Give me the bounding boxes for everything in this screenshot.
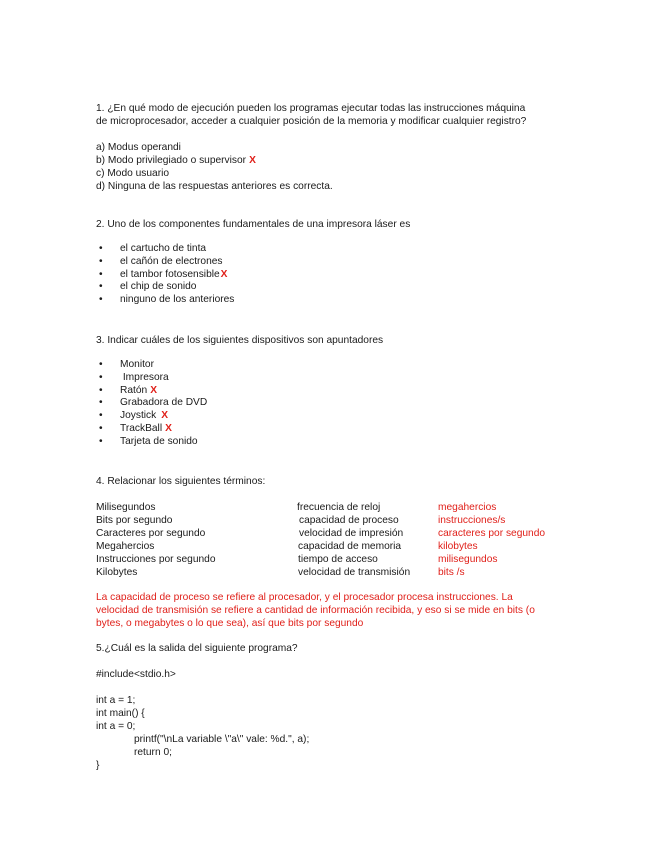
answer-mark: X xyxy=(150,384,157,396)
q5-text: 5.¿Cuál es la salida del siguiente programa? xyxy=(96,643,298,654)
q4-note-line2: velocidad de transmisión se refiere a cantidad de información recibida, y eso si se mide en bits (o xyxy=(96,605,535,616)
q4-col1-item: Bits por segundo xyxy=(96,515,173,526)
q1-option-d: d) Ninguna de las respuestas anteriores es correcta. xyxy=(96,181,333,192)
q3-list xyxy=(96,359,207,449)
list-item: • Monitor xyxy=(99,359,154,370)
bullet: • xyxy=(99,268,103,280)
list-item: • el chip de sonido xyxy=(99,281,197,293)
q1-option-b: b) Modo privilegiado o supervisor X xyxy=(96,155,256,166)
list-item: • Tarjeta de sonido xyxy=(99,435,198,447)
q4-col2-item: velocidad de transmisión xyxy=(298,567,411,578)
q4-col1-item: Caracteres por segundo xyxy=(96,528,206,539)
q4-answer: kilobytes xyxy=(438,541,478,552)
code-line: printf("\nLa variable \"a\" vale: %d.", a); xyxy=(134,734,310,745)
code-line: int main() { xyxy=(96,708,145,719)
bullet: • xyxy=(99,255,103,267)
code-line: int a = 0; xyxy=(96,721,136,732)
q4-col1-item: Megahercios xyxy=(96,541,155,552)
q4-answer: instrucciones/s xyxy=(438,515,506,526)
answer-mark: X xyxy=(220,268,228,280)
q1-option-c: c) Modo usuario xyxy=(96,168,170,179)
list-item: • TrackBall X xyxy=(99,422,172,434)
q4-answer: milisegundos xyxy=(438,554,498,565)
q4-answer: bits /s xyxy=(438,567,465,578)
list-item: • Ratón X xyxy=(99,384,157,396)
q1-text-line2: de microprocesador, acceder a cualquier posición de la memoria y modificar cualquier registro? xyxy=(96,116,527,127)
q4-col1-item: Instrucciones por segundo xyxy=(96,554,216,565)
bullet: • xyxy=(99,371,103,383)
q3-text: 3. Indicar cuáles de los siguientes dispositivos son apuntadores xyxy=(96,335,384,346)
list-item: • el tambor fotosensibleX xyxy=(99,268,228,280)
bullet: • xyxy=(99,243,103,254)
bullet: • xyxy=(99,422,103,434)
q4-col2-item: tiempo de acceso xyxy=(298,554,378,565)
q4-col2-item: capacidad de memoria xyxy=(298,541,402,552)
bullet: • xyxy=(99,397,103,409)
list-item: • el cañón de electrones xyxy=(99,255,223,267)
q4-col2-item: capacidad de proceso xyxy=(299,515,399,526)
q4-answer: caracteres por segundo xyxy=(438,528,546,539)
answer-mark: X xyxy=(161,410,169,422)
code-line: return 0; xyxy=(134,747,172,758)
q4-col1-item: Kilobytes xyxy=(96,567,138,578)
q4-col1-item: Milisegundos xyxy=(96,502,156,513)
q4-col2-item: frecuencia de reloj xyxy=(297,502,381,513)
bullet: • xyxy=(99,410,103,422)
q4-note-line3: bytes, o megabytes o lo que sea), así que bits por segundo xyxy=(96,618,364,629)
list-item: • el cartucho de tinta xyxy=(99,243,207,254)
bullet: • xyxy=(99,294,103,306)
q2-list xyxy=(96,243,234,307)
q4-col2-item: velocidad de impresión xyxy=(299,528,404,539)
bullet: • xyxy=(99,384,103,396)
q4-note-line1: La capacidad de proceso se refiere al procesador, y el procesador procesa instrucciones. La xyxy=(96,592,513,603)
q4-text: 4. Relacionar los siguientes términos: xyxy=(96,476,266,487)
answer-mark: X xyxy=(249,155,256,166)
list-item: • Impresora xyxy=(99,371,169,383)
bullet: • xyxy=(99,281,103,293)
list-item: • ninguno de los anteriores xyxy=(99,294,235,306)
answer-mark: X xyxy=(165,422,172,434)
list-item: • Joystick X xyxy=(99,410,169,422)
q1-option-a: a) Modus operandi xyxy=(96,142,181,153)
q4-answer: megahercios xyxy=(438,502,497,513)
list-item: • Grabadora de DVD xyxy=(99,397,208,409)
bullet: • xyxy=(99,435,103,447)
code-line: } xyxy=(96,760,100,771)
bullet: • xyxy=(99,359,103,370)
q2-text: 2. Uno de los componentes fundamentales de una impresora láser es xyxy=(96,219,411,230)
code-include: #include<stdio.h> xyxy=(96,669,176,680)
code-line: int a = 1; xyxy=(96,695,136,706)
q1-text-line1: 1. ¿En qué modo de ejecución pueden los programas ejecutar todas las instrucciones máquina xyxy=(96,103,526,114)
